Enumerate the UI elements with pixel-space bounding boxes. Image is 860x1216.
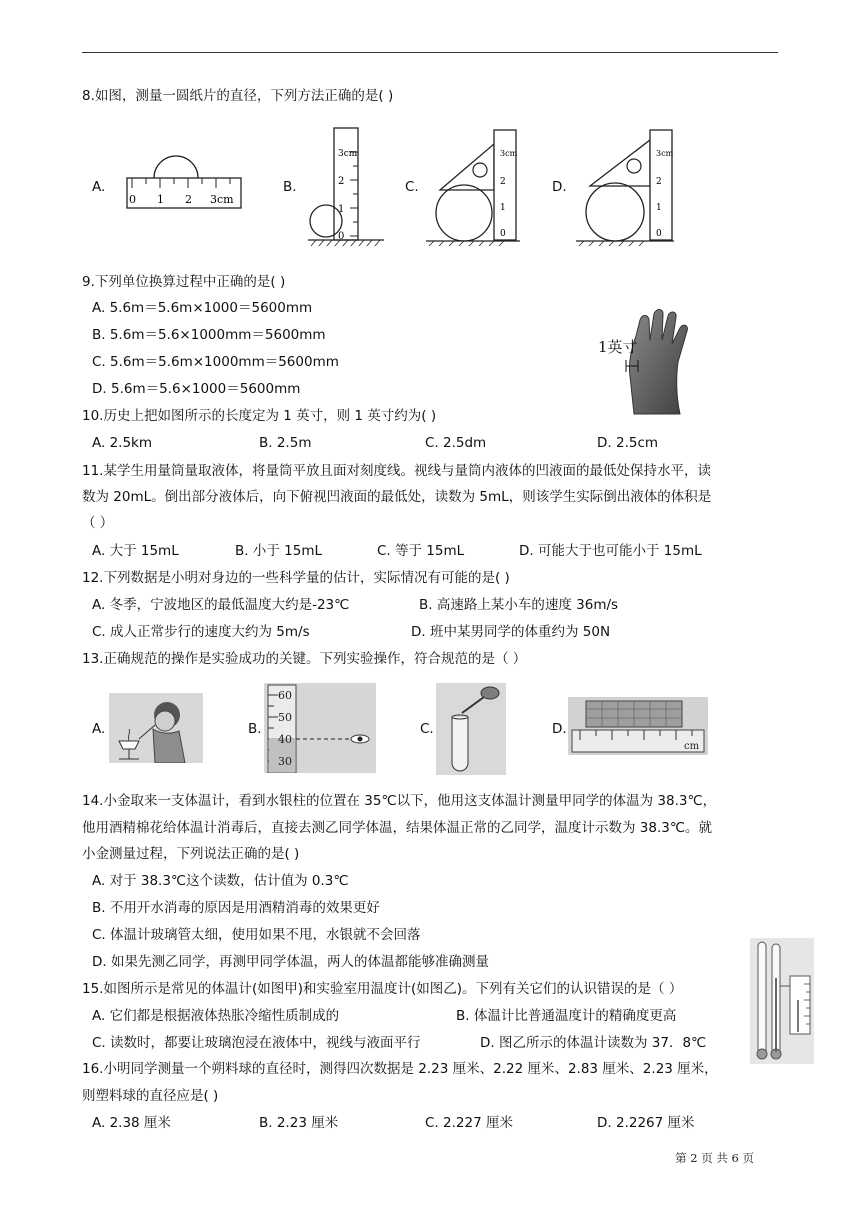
q8-figure-b bbox=[308, 124, 388, 250]
q8c-tick-0: 0 bbox=[500, 229, 506, 239]
q13-label-c: C. bbox=[420, 721, 434, 737]
q8c-tick-3: 3cm bbox=[500, 149, 518, 158]
q13-figure-c bbox=[436, 683, 506, 775]
q10-option-d: D. 2.5cm bbox=[597, 435, 659, 451]
q8b-tick-0: 0 bbox=[338, 231, 345, 242]
q8c-tick-2: 2 bbox=[500, 177, 506, 187]
q12-stem: 12.下列数据是小明对身边的一些科学量的估计，实际情况有可能的是( ) bbox=[82, 570, 510, 586]
q8-label-b: B. bbox=[283, 179, 297, 195]
q13-label-a: A. bbox=[92, 721, 106, 737]
q10-stem: 10.历史上把如图所示的长度定为 1 英寸，则 1 英寸约为( ) bbox=[82, 408, 437, 424]
q12-option-d: D. 班中某男同学的体重约为 50N bbox=[411, 624, 611, 640]
q11-line3: （ ） bbox=[82, 515, 114, 531]
q11-option-c: C. 等于 15mL bbox=[377, 543, 465, 559]
q14-line3: 小金测量过程，下列说法正确的是( ) bbox=[82, 846, 300, 862]
q15-option-c: C. 读数时，都要让玻璃泡浸在液体中，视线与液面平行 bbox=[92, 1035, 421, 1051]
q15-stem: 15.如图所示是常见的体温计(如图甲)和实验室用温度计(如图乙)。下列有关它们的认识错误的是（ ） bbox=[82, 981, 683, 997]
q16-option-b: B. 2.23 厘米 bbox=[259, 1115, 339, 1131]
q13b-tick-30: 30 bbox=[278, 755, 292, 768]
q14-option-d: D. 如果先测乙同学，再测甲同学体温，两人的体温都能够准确测量 bbox=[92, 954, 489, 970]
q8a-tick-0: 0 bbox=[129, 193, 136, 206]
q8a-tick-2: 2 bbox=[185, 193, 192, 206]
q14-line2: 他用酒精棉花给体温计消毒后，直接去测乙同学体温，结果体温正常的乙同学，温度计示数为 38.3℃。就 bbox=[82, 820, 713, 836]
q8d-tick-2: 2 bbox=[656, 177, 662, 187]
page-footer: 第 2 页 共 6 页 bbox=[675, 1151, 754, 1165]
q13-figure-a bbox=[109, 693, 203, 763]
q8-label-d: D. bbox=[552, 179, 567, 195]
q16-line1: 16.小明同学测量一个朔料球的直径时，测得四次数据是 2.23 厘米、2.22 厘米、2.83 厘米、2.23 厘米， bbox=[82, 1061, 718, 1077]
q10-option-a: A. 2.5km bbox=[92, 435, 153, 451]
q8-figure-c bbox=[420, 126, 530, 246]
q11-option-d: D. 可能大于也可能小于 15mL bbox=[519, 543, 702, 559]
q8d-tick-3: 3cm bbox=[656, 149, 674, 158]
q15-thermometer-figure bbox=[750, 938, 814, 1064]
q12-option-a: A. 冬季，宁波地区的最低温度大约是-23℃ bbox=[92, 597, 350, 613]
q13-label-d: D. bbox=[552, 721, 567, 737]
q13b-tick-50: 50 bbox=[278, 711, 292, 724]
q13-label-b: B. bbox=[248, 721, 262, 737]
q12-option-c: C. 成人正常步行的速度大约为 5m/s bbox=[92, 624, 310, 640]
q10-hand-figure bbox=[596, 306, 710, 416]
q9-option-b: B. 5.6m＝5.6×1000mm＝5600mm bbox=[92, 327, 326, 343]
q9-stem: 9.下列单位换算过程中正确的是( ) bbox=[82, 274, 286, 290]
q8-figure-d bbox=[570, 126, 682, 248]
q14-option-b: B. 不用开水消毒的原因是用酒精消毒的效果更好 bbox=[92, 900, 380, 916]
q10-option-c: C. 2.5dm bbox=[425, 435, 487, 451]
q16-line2: 则塑料球的直径应是( ) bbox=[82, 1088, 219, 1104]
q9-option-d: D. 5.6m＝5.6×1000＝5600mm bbox=[92, 381, 301, 397]
q8b-tick-2: 2 bbox=[338, 176, 345, 187]
q11-line1: 11.某学生用量筒量取液体，将量筒平放且面对刻度线。视线与量筒内液体的凹液面的最低处保持水平，读 bbox=[82, 463, 711, 479]
q14-option-c: C. 体温计玻璃管太细，使用如果不甩，水银就不会回落 bbox=[92, 927, 421, 943]
q11-line2: 数为 20mL。倒出部分液体后，向下俯视凹液面的最低处，读数为 5mL，则该学生实际倒出液体的体积是 bbox=[82, 489, 712, 505]
q15-option-a: A. 它们都是根据液体热胀冷缩性质制成的 bbox=[92, 1008, 340, 1024]
q8a-tick-3: 3cm bbox=[210, 193, 234, 206]
q10-option-b: B. 2.5m bbox=[259, 435, 312, 451]
q13-figure-d bbox=[568, 697, 708, 755]
q16-option-d: D. 2.2267 厘米 bbox=[597, 1115, 695, 1131]
q15-option-b: B. 体温计比普通温度计的精确度更高 bbox=[456, 1008, 677, 1024]
q8c-tick-1: 1 bbox=[500, 203, 506, 213]
q8a-tick-1: 1 bbox=[157, 193, 164, 206]
q15-option-d: D. 图乙所示的体温计读数为 37．8℃ bbox=[480, 1035, 707, 1051]
q11-option-a: A. 大于 15mL bbox=[92, 543, 179, 559]
q11-option-b: B. 小于 15mL bbox=[235, 543, 322, 559]
q13b-tick-60: 60 bbox=[278, 689, 292, 702]
q16-option-c: C. 2.227 厘米 bbox=[425, 1115, 513, 1131]
q9-option-c: C. 5.6m＝5.6m×1000mm＝5600mm bbox=[92, 354, 339, 370]
q9-option-a: A. 5.6m＝5.6m×1000＝5600mm bbox=[92, 300, 313, 316]
q8d-tick-1: 1 bbox=[656, 203, 662, 213]
q14-line1: 14.小金取来一支体温计，看到水银柱的位置在 35℃以下，他用这支体温计测量甲同学的体温为 38.3℃， bbox=[82, 793, 717, 809]
q8-label-c: C. bbox=[405, 179, 419, 195]
q8d-tick-0: 0 bbox=[656, 229, 662, 239]
q8-figure-a bbox=[124, 140, 244, 210]
q12-option-b: B. 高速路上某小车的速度 36m/s bbox=[419, 597, 619, 613]
q10-figure-label: 1英寸 bbox=[598, 338, 638, 356]
q13d-ruler-unit: cm bbox=[684, 741, 700, 752]
q13b-tick-40: 40 bbox=[278, 733, 292, 746]
q13-figure-b bbox=[264, 683, 376, 773]
header-rule bbox=[82, 52, 778, 53]
q8-stem: 8.如图，测量一圆纸片的直径，下列方法正确的是( ) bbox=[82, 88, 394, 104]
q16-option-a: A. 2.38 厘米 bbox=[92, 1115, 171, 1131]
q8b-tick-3: 3cm bbox=[338, 149, 358, 159]
q8b-tick-1: 1 bbox=[338, 204, 345, 215]
q8-label-a: A. bbox=[92, 179, 106, 195]
q13-stem: 13.正确规范的操作是实验成功的关键。下列实验操作，符合规范的是（ ） bbox=[82, 651, 527, 667]
q14-option-a: A. 对于 38.3℃这个读数，估计值为 0.3℃ bbox=[92, 873, 349, 889]
